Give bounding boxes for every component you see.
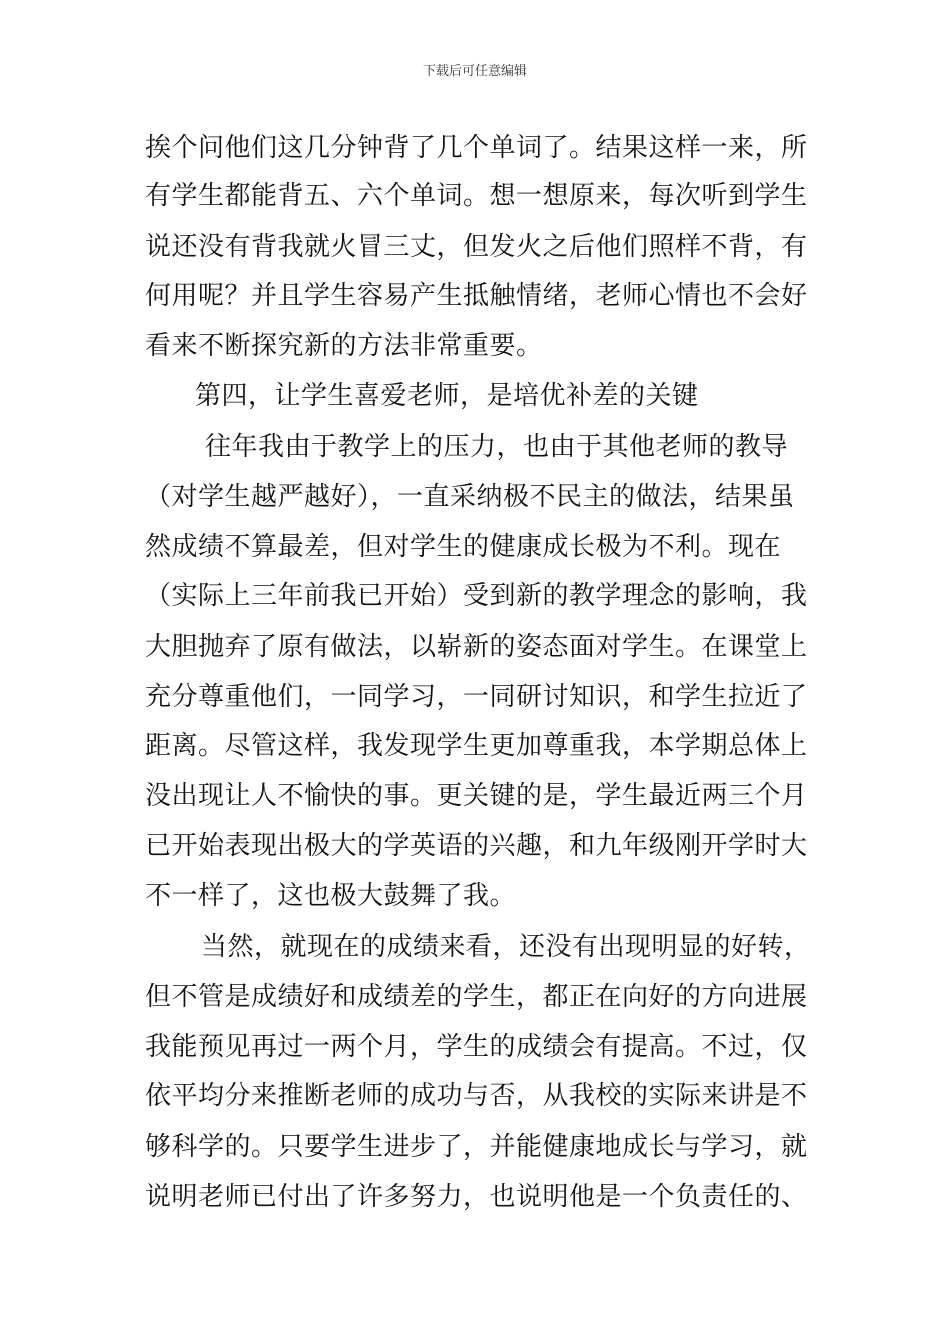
- text-line: 当然，就现在的成绩来看，还没有出现明显的好转，: [201, 932, 811, 962]
- text-line: （实际上三年前我已开始）受到新的教学理念的影响，我: [145, 581, 808, 611]
- text-line: 挨个问他们这几分钟背了几个单词了。结果这样一来，所: [145, 133, 808, 163]
- text-line: 距离。尽管这样，我发现学生更加尊重我，本学期总体上: [145, 731, 808, 761]
- text-line: 没出现让人不愉快的事。更关键的是，学生最近两三个月: [145, 781, 808, 811]
- text-line: 有学生都能背五、六个单词。想一想原来，每次听到学生: [145, 181, 808, 211]
- text-line: 然成绩不算最差，但对学生的健康成长极为不利。现在: [145, 532, 782, 562]
- text-line: 我能预见再过一两个月，学生的成绩会有提高。不过，仅: [145, 1032, 808, 1062]
- text-line: 大胆抛弃了原有做法，以崭新的姿态面对学生。在课堂上: [145, 632, 808, 662]
- text-line: 说还没有背我就火冒三丈，但发火之后他们照样不背，有: [145, 232, 808, 262]
- text-line: 何用呢？并且学生容易产生抵触情绪，老师心情也不会好: [145, 281, 808, 311]
- text-line: 但不管是成绩好和成绩差的学生，都正在向好的方向进展: [145, 982, 808, 1012]
- section-heading: 第四，让学生喜爱老师，是培优补差的关键: [195, 381, 699, 411]
- text-line: （对学生越严越好），一直采纳极不民主的做法，结果虽: [145, 482, 795, 512]
- text-line: 够科学的。只要学生进步了，并能健康地成长与学习，就: [145, 1132, 808, 1162]
- text-line: 已开始表现出极大的学英语的兴趣，和九年级刚开学时大: [145, 831, 808, 861]
- text-line: 看来不断探究新的方法非常重要。: [145, 331, 543, 361]
- text-line: 依平均分来推断老师的成功与否，从我校的实际来讲是不: [145, 1081, 808, 1111]
- text-line: 不一样了，这也极大鼓舞了我。: [145, 881, 517, 911]
- page-header: 下载后可任意编辑: [422, 64, 527, 79]
- text-line: 充分尊重他们，一同学习，一同研讨知识，和学生拉近了: [145, 682, 808, 712]
- text-line: 往年我由于教学上的压力，也由于其他老师的教导: [205, 432, 789, 462]
- text-line: 说明老师已付出了许多努力，也说明他是一个负责任的、: [145, 1182, 808, 1212]
